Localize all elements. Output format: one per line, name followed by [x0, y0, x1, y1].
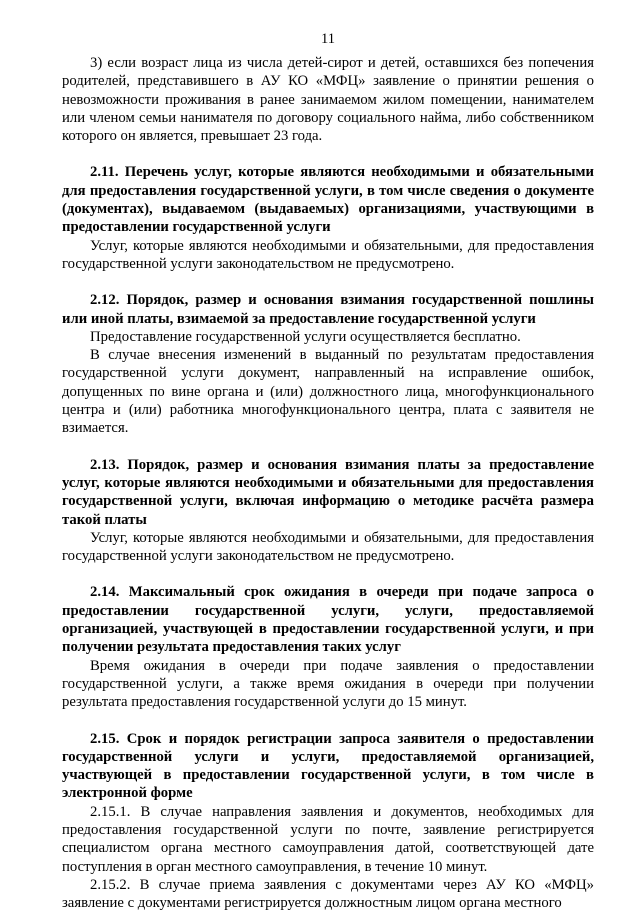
section-2-14 [62, 583, 594, 711]
section-paragraph: 2.15.1. В случае направления заявления и документов, необходимых для предоставления государственной услуги по почте, заявление регистрируется специалистом органа местного самоуправления датой, соответствующей дате поступления в орган местного самоуправления, в течение 10 минут. [62, 803, 594, 876]
section-heading: 2.14. Максимальный срок ожидания в очереди при подаче запроса о предоставлении государственной услуги, услуги, предоставляемой организацией, участвующей в предоставлении государственной услуги, и при получении результата предоставления таких услуг [62, 583, 594, 656]
section-paragraph: В случае внесения изменений в выданный по результатам предоставления государственной услуги документ, направленный на исправление ошибок, допущенных по вине органа и (или) должностного лица, многофункционального центра и (или) работника многофункционального центра, плата с заявителя не взимается. [62, 346, 594, 437]
section-gap [62, 273, 594, 291]
section-heading: 2.15. Срок и порядок регистрации запроса заявителя о предоставлении государственной услуги и услуги, предоставляемой организацией, участвующей в предоставлении государственной услуги, в том числе в электронной форме [62, 730, 594, 803]
section-gap [62, 565, 594, 583]
section-gap [62, 438, 594, 456]
section-2-11 [62, 163, 594, 273]
section-paragraph: 2.15.2. В случае приема заявления с документами через АУ КО «МФЦ» заявление с документами регистрируется должностным лицом органа местного [62, 876, 594, 912]
section-2-15 [62, 730, 594, 912]
intro-paragraph: 3) если возраст лица из числа детей-сирот и детей, оставшихся без попечения родителей, представившего в АУ КО «МФЦ» заявление о принятии решения о невозможности проживания в ранее занимаемом жилом помещении, нанимателем или членом семьи нанимателя по договору социального найма, либо собственником которого он является, превышает 23 года. [62, 54, 594, 145]
section-2-12 [62, 291, 594, 437]
section-paragraph: Предоставление государственной услуги осуществляется бесплатно. [62, 328, 594, 346]
document-page [62, 30, 594, 912]
page-number: 11 [62, 30, 594, 48]
section-heading: 2.12. Порядок, размер и основания взимания государственной пошлины или иной платы, взимаемой за предоставление государственной услуги [62, 291, 594, 328]
section-gap [62, 145, 594, 163]
section-heading: 2.13. Порядок, размер и основания взимания платы за предоставление услуг, которые являются необходимыми и обязательными для предоставления государственной услуги, включая информацию о методике расчёта размера такой платы [62, 456, 594, 529]
section-paragraph: Время ожидания в очереди при подаче заявления о предоставлении государственной услуги, а также время ожидания в очереди при получении результата предоставления государственной услуги до 15 минут. [62, 657, 594, 712]
section-gap [62, 712, 594, 730]
section-2-13 [62, 456, 594, 566]
section-paragraph: Услуг, которые являются необходимыми и обязательными, для предоставления государственной услуги законодательством не предусмотрено. [62, 529, 594, 566]
section-paragraph: Услуг, которые являются необходимыми и обязательными, для предоставления государственной услуги законодательством не предусмотрено. [62, 237, 594, 274]
section-heading: 2.11. Перечень услуг, которые являются необходимыми и обязательными для предоставления государственной услуги, в том числе сведения о документе (документах), выдаваемом (выдаваемых) организациями, участвующими в предоставлении государственной услуги [62, 163, 594, 236]
